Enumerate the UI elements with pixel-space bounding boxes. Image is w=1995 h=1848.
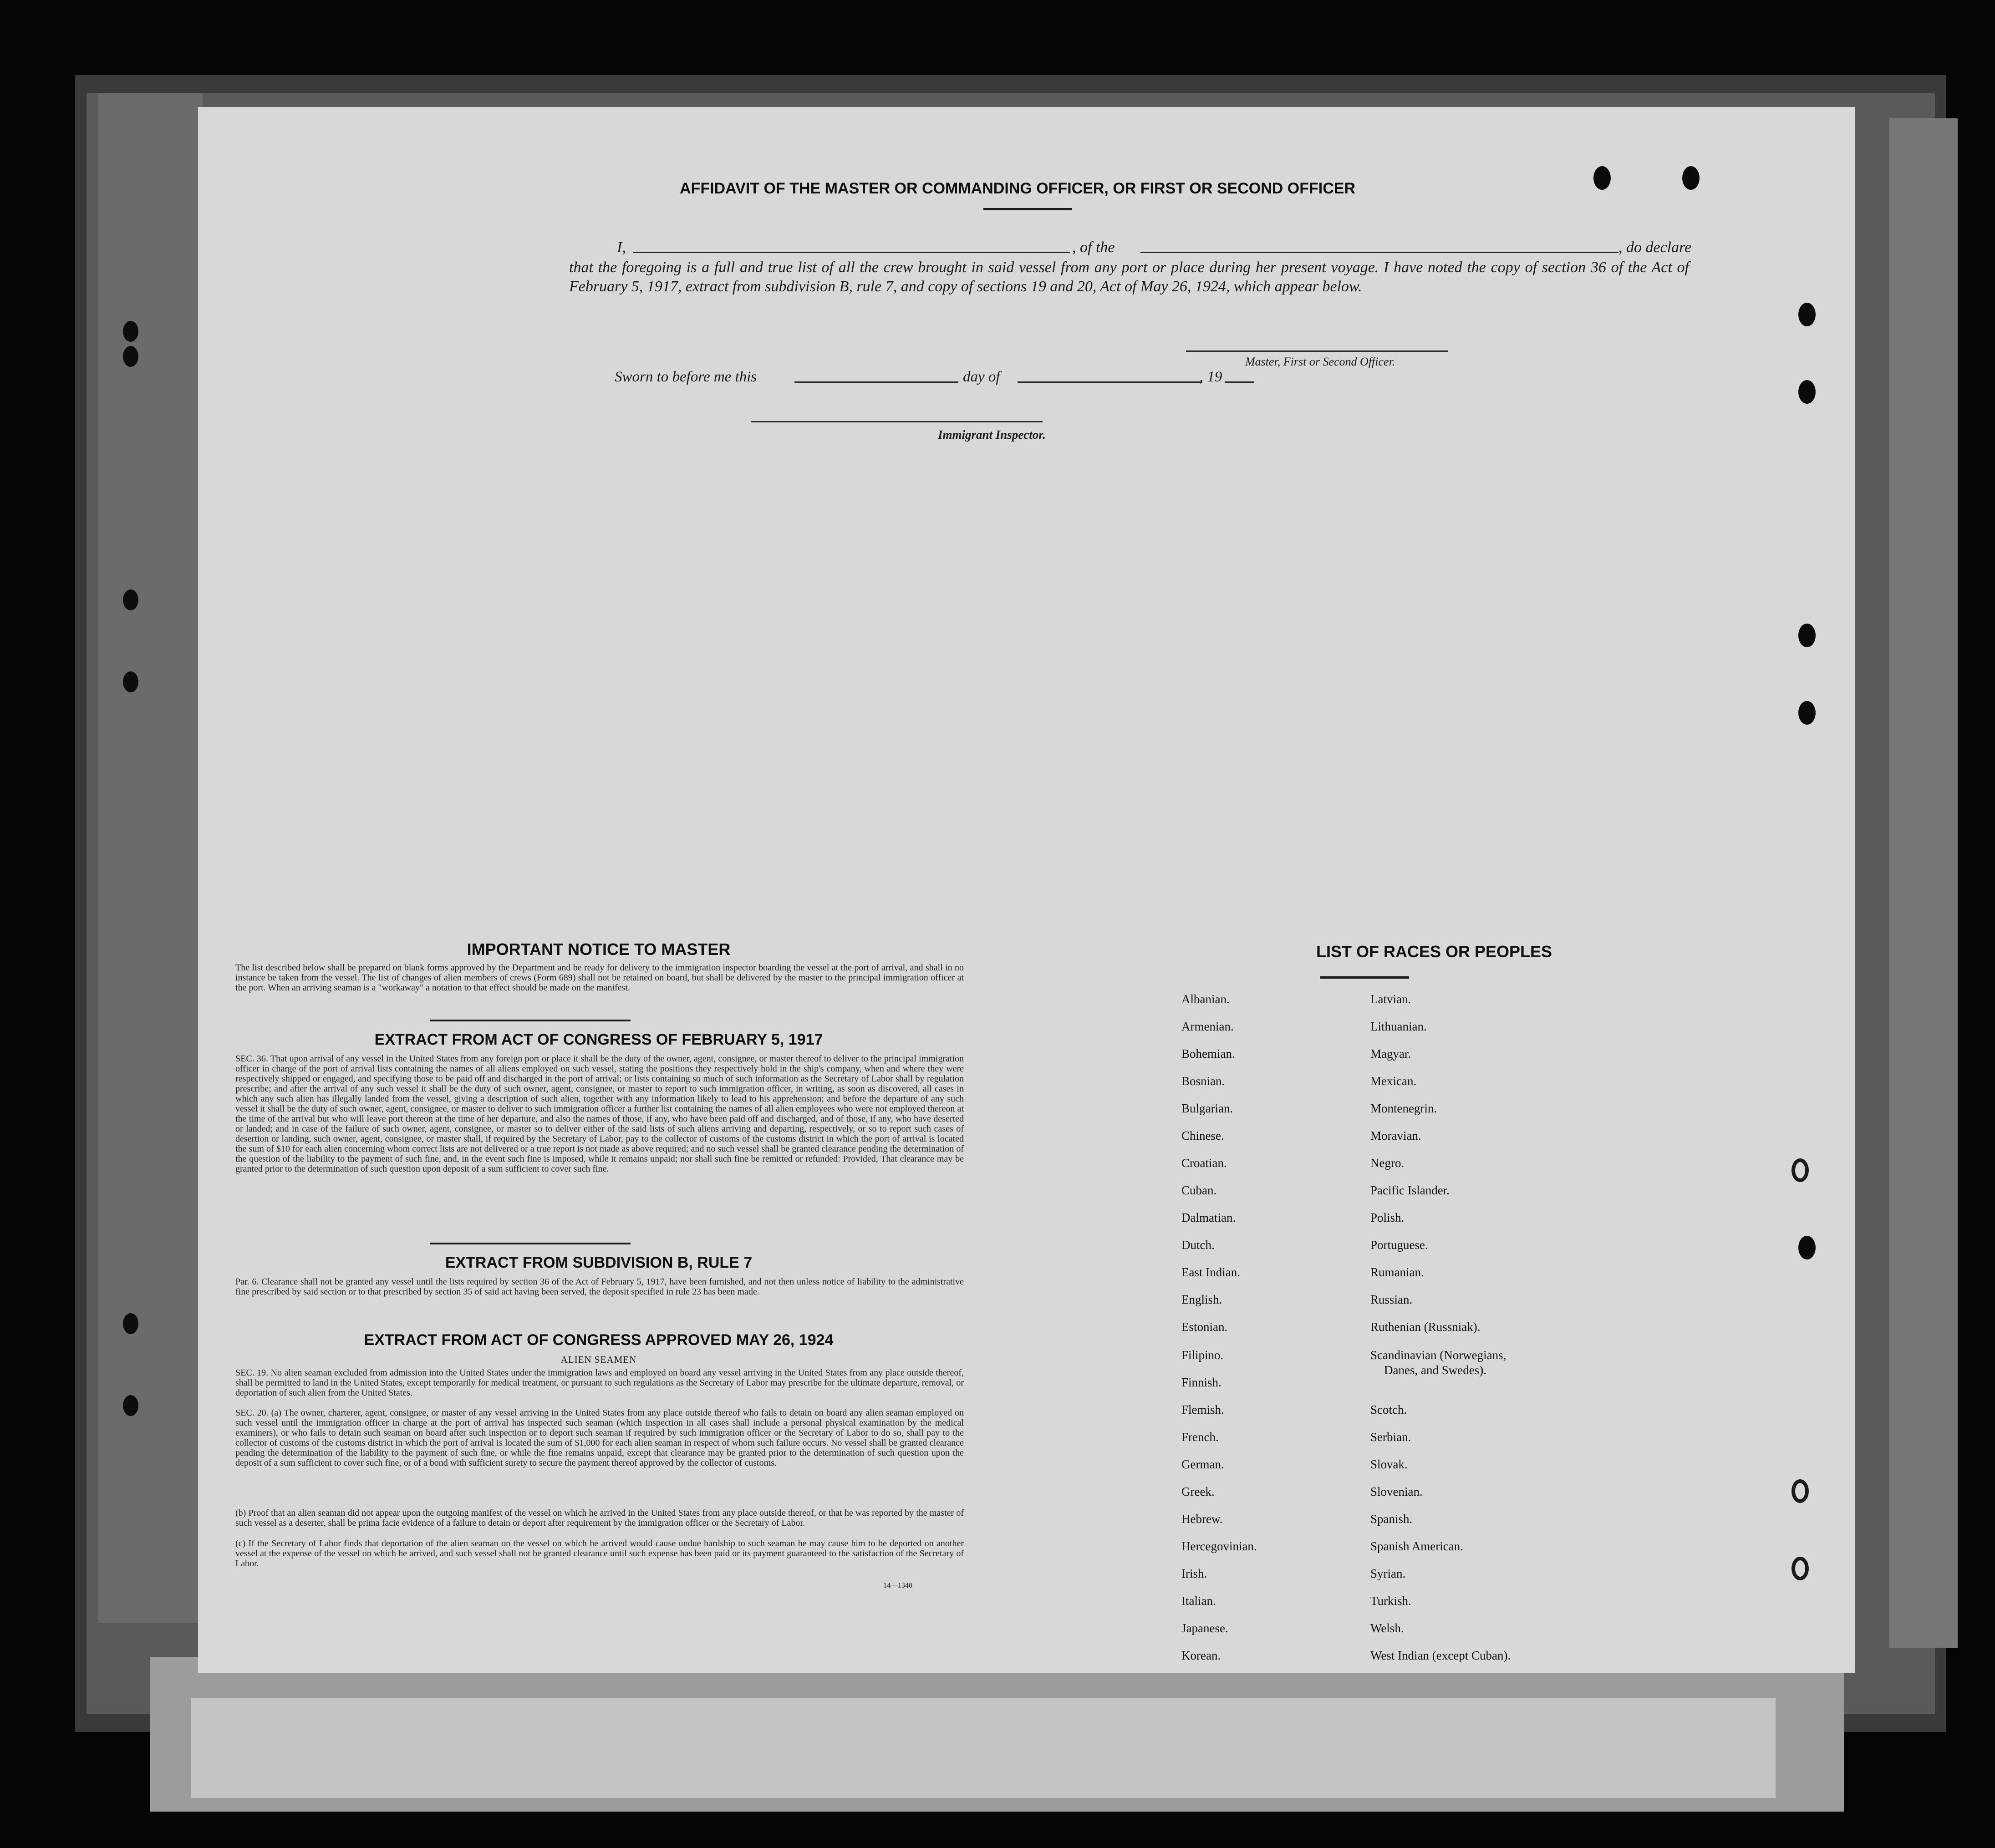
section-divider xyxy=(430,1020,631,1021)
race-item: Scandinavian (Norwegians, xyxy=(1370,1348,1506,1362)
binding-hole xyxy=(123,671,138,692)
race-item: Cuban. xyxy=(1181,1183,1217,1197)
race-item: Welsh. xyxy=(1370,1621,1404,1635)
inspector-signature-line[interactable] xyxy=(751,421,1043,422)
race-item: Armenian. xyxy=(1181,1020,1234,1033)
affidavit-body: that the foregoing is a full and true list of all the crew brought in said vessel from any port or place during her present voyage. I have noted the copy of section 36 of the Act of February 5, 1917, extract from subdivision B, rule 7, and copy of sections 19 and 20, Act of May 26, 1924, which appear below. xyxy=(569,259,1689,295)
race-item: Negro. xyxy=(1370,1156,1405,1170)
name-blank[interactable] xyxy=(633,252,1070,253)
form-number: 14—1340 xyxy=(883,1582,912,1589)
affidavit-line-i: I, xyxy=(617,239,626,256)
sworn-day-of: day of xyxy=(963,369,1000,385)
race-item: English. xyxy=(1181,1293,1222,1306)
race-item: Chinese. xyxy=(1181,1129,1224,1142)
race-item: German. xyxy=(1181,1457,1224,1471)
race-item: Latvian. xyxy=(1370,992,1411,1006)
vessel-blank[interactable] xyxy=(1140,252,1618,253)
punch-hole xyxy=(1791,1479,1809,1503)
race-item: Turkish. xyxy=(1370,1594,1411,1608)
race-item: Japanese. xyxy=(1181,1621,1228,1635)
race-item: Serbian. xyxy=(1370,1430,1411,1444)
affidavit-title: AFFIDAVIT OF THE MASTER OR COMMANDING OFFICER, OR FIRST OR SECOND OFFICER xyxy=(680,180,1355,197)
extract-1924-sec20c: (c) If the Secretary of Labor finds that deportation of the alien seaman on the vessel on which he arrived would cause undue hardship to such seaman he may cause him to be deported on another vessel at the expense of the vessel on which he arrived, and such vessel shall not be granted clearance until such expense has been paid or its payment guaranteed to the satisfaction of the Secretary of Labor. xyxy=(235,1538,964,1569)
race-item: Spanish. xyxy=(1370,1512,1413,1526)
punch-hole xyxy=(1798,303,1816,326)
subdivision-b-text: Par. 6. Clearance shall not be granted any vessel until the lists required by section 36 of the Act of February 5, 1917, have been furnished, and not then unless notice of liability to the administrative fine prescribed by said section or to that prescribed by section 35 of said act having been served, the deposit specified in rule 23 has been made. xyxy=(235,1277,964,1297)
sworn-month-blank[interactable] xyxy=(1018,381,1202,383)
extract-1924-title: EXTRACT FROM ACT OF CONGRESS APPROVED MAY 26, 1924 xyxy=(364,1331,834,1349)
punch-hole xyxy=(1791,1557,1809,1580)
race-item: Scotch. xyxy=(1370,1403,1407,1416)
extract-1924-sec20b: (b) Proof that an alien seaman did not appear upon the outgoing manifest of the vessel on which he arrived in the United States from any place outside thereof, or that he was reported by the master of such vessel as a deserter, shall be prima facie evidence of a failure to detain or deport after requirement by the immigration officer or the Secretary of Labor. xyxy=(235,1508,964,1528)
race-item: Flemish. xyxy=(1181,1403,1224,1416)
document-page xyxy=(198,107,1855,1673)
race-item: Dalmatian. xyxy=(1181,1211,1236,1224)
sworn-day-blank[interactable] xyxy=(794,381,958,383)
race-item: Portuguese. xyxy=(1370,1238,1428,1252)
race-item: Slovak. xyxy=(1370,1457,1408,1471)
race-item: East Indian. xyxy=(1181,1265,1240,1279)
punch-hole xyxy=(1798,380,1816,404)
race-item: Italian. xyxy=(1181,1594,1216,1608)
race-item: Greek. xyxy=(1181,1485,1215,1498)
extract-1917-text: SEC. 36. That upon arrival of any vessel in the United States from any foreign port or place it shall be the duty of the owner, agent, consignee, or master thereof to deliver to the principal immigration officer in charge of the port of arrival lists containing the names of all aliens employed on such vessel, stating the positions they respectively hold in the ship's company, when and where they were respectively shipped or engaged, and specifying those to be paid off and discharged in the port of arrival; or lists containing so much of such information as the Secretary of Labor shall by regulation prescribe; and after the arrival of any such vessel it shall be the duty of such owner, agent, consignee, or master to report to such immigration officer, in writing, as soon as discovered, all cases in which any such alien has illegally landed from the vessel, giving a description of such alien, together with any information likely to lead to his apprehension; and before the departure of any such vessel it shall be the duty of such owner, agent, consignee, or master to deliver to such immigration officer a further list containing the names of all alien employees who were not employed thereon at the time of the arrival but who will leave port thereon at the time of her departure, and also the names of those, if any, who have been paid off and discharged, and of those, if any, who have deserted or landed; and in case of the failure of such owner, agent, consignee, or master so to deliver either of the said lists of such aliens arriving and departing, respectively, or so to report such cases of desertion or landing, such owner, agent, consignee, or master shall, if required by the Secretary of Labor, pay to the collector of customs of the customs district in which the port of arrival is located the sum of $10 for each alien concerning whom correct lists are not delivered or a true report is not made as above required; and no such vessel shall be granted clearance pending the determination of the question of the liability to the payment of such fine, and, in the event such fine is imposed, while it remains unpaid; nor shall such fine be remitted or refunded: Provided, That clearance may be granted prior to the determination of such question upon deposit of a sum sufficient to cover such fine. xyxy=(235,1054,964,1174)
race-item: Pacific Islander. xyxy=(1370,1183,1450,1197)
notice-text: The list described below shall be prepared on blank forms approved by the Department and be ready for delivery to the immigration inspector boarding the vessel at the port of arrival, and shall in no instance be taken from the vessel. The list of changes of alien members of crews (Form 689) shall not be retained on board, but shall be delivered by the master to the principal immigration officer at the port. When an arriving seaman is a "workaway" a notation to that effect should be made on the manifest. xyxy=(235,963,964,993)
alien-seamen-subtitle: ALIEN SEAMEN xyxy=(560,1354,637,1365)
races-title-underline xyxy=(1320,976,1409,979)
race-item: Ruthenian (Russniak). xyxy=(1370,1320,1481,1334)
race-item: Moravian. xyxy=(1370,1129,1421,1142)
race-item: Danes, and Swedes). xyxy=(1384,1363,1486,1377)
subdivision-b-title: EXTRACT FROM SUBDIVISION B, RULE 7 xyxy=(445,1254,753,1271)
race-item: Filipino. xyxy=(1181,1348,1224,1362)
race-item: Mexican. xyxy=(1370,1074,1417,1088)
race-item: West Indian (except Cuban). xyxy=(1370,1649,1511,1662)
binding-hole xyxy=(123,1395,138,1416)
race-item: Korean. xyxy=(1181,1649,1221,1662)
race-item: Croatian. xyxy=(1181,1156,1227,1170)
race-item: Irish. xyxy=(1181,1567,1207,1580)
race-item: Lithuanian. xyxy=(1370,1020,1427,1033)
inspector-label: Immigrant Inspector. xyxy=(938,428,1046,442)
punch-hole xyxy=(1791,1158,1809,1182)
race-item: Rumanian. xyxy=(1370,1265,1424,1279)
extract-1924-sec20a: SEC. 20. (a) The owner, charterer, agent, consignee, or master of any vessel arriving in the United States from any place outside thereof who fails to detain on board any alien seaman employed on such vessel until the immigration officer in charge at the port of arrival has inspected such seaman (which inspection in all cases shall include a personal physical examination by the medical examiners), or who fails to detain such seaman on board after such inspection or to deport such seaman if required by such immigration officer or the Secretary of Labor to do so, shall pay to the collector of customs of the customs district in which the port of arrival is located the sum of $1,000 for each alien seaman in respect of whom such failure occurs. No vessel shall be granted clearance pending the determination of the liability to the payment of such fine, or while the fine remains unpaid, except that clearance may be granted prior to the determination of such question upon the deposit of a sum sufficient to cover such fine, or of a bond with sufficient surety to secure the payment thereof approved by the collector of customs. xyxy=(235,1408,964,1468)
affidavit-do-declare: , do declare xyxy=(1618,239,1692,256)
master-label: Master, First or Second Officer. xyxy=(1245,355,1395,368)
race-item: Bulgarian. xyxy=(1181,1102,1233,1115)
binding-hole xyxy=(123,1313,138,1334)
sworn-text: Sworn to before me this xyxy=(615,369,757,385)
race-item: Hebrew. xyxy=(1181,1512,1223,1526)
race-item: Syrian. xyxy=(1370,1567,1406,1580)
right-page-edge xyxy=(1889,118,1958,1648)
race-item: Bohemian. xyxy=(1181,1047,1235,1061)
punch-hole xyxy=(1798,624,1816,647)
sworn-year-blank[interactable] xyxy=(1225,381,1254,383)
race-item: Finnish. xyxy=(1181,1376,1221,1389)
race-item: Russian. xyxy=(1370,1293,1413,1306)
master-signature-line[interactable] xyxy=(1186,350,1448,352)
race-item: Estonian. xyxy=(1181,1320,1228,1334)
races-title: LIST OF RACES OR PEOPLES xyxy=(1316,942,1552,961)
binding-hole xyxy=(123,589,138,610)
left-binding-tab xyxy=(98,93,203,1623)
punch-hole xyxy=(1682,166,1700,190)
race-item: Hercegovinian. xyxy=(1181,1539,1257,1553)
extract-1924-sec19: SEC. 19. No alien seaman excluded from admission into the United States under the immigration laws and employed on board any vessel arriving in the United States from any place outside thereof, shall be permitted to land in the United States, except temporarily for medical treatment, or pursuant to such regulations as the Secretary of Labor may prescribe for the ultimate departure, removal, or deportation of such alien from the United States. xyxy=(235,1368,964,1398)
notice-title: IMPORTANT NOTICE TO MASTER xyxy=(467,940,731,959)
section-divider xyxy=(430,1243,631,1244)
title-underline xyxy=(983,208,1072,210)
punch-hole xyxy=(1798,1236,1816,1259)
race-item: Dutch. xyxy=(1181,1238,1215,1252)
extract-1917-title: EXTRACT FROM ACT OF CONGRESS OF FEBRUARY 5, 1917 xyxy=(374,1031,823,1048)
affidavit-of-the: , of the xyxy=(1072,239,1115,256)
race-item: French. xyxy=(1181,1430,1219,1444)
race-item: Bosnian. xyxy=(1181,1074,1225,1088)
race-item: Slovenian. xyxy=(1370,1485,1423,1498)
race-item: Spanish American. xyxy=(1370,1539,1463,1553)
race-item: Polish. xyxy=(1370,1211,1405,1224)
sworn-year: , 19 xyxy=(1200,369,1222,385)
race-item: Montenegrin. xyxy=(1370,1102,1437,1115)
underlying-pages xyxy=(191,1698,1776,1798)
binding-hole xyxy=(123,346,138,367)
punch-hole xyxy=(1798,701,1816,725)
race-item: Magyar. xyxy=(1370,1047,1411,1061)
binding-hole xyxy=(123,321,138,342)
race-item: Albanian. xyxy=(1181,992,1230,1006)
